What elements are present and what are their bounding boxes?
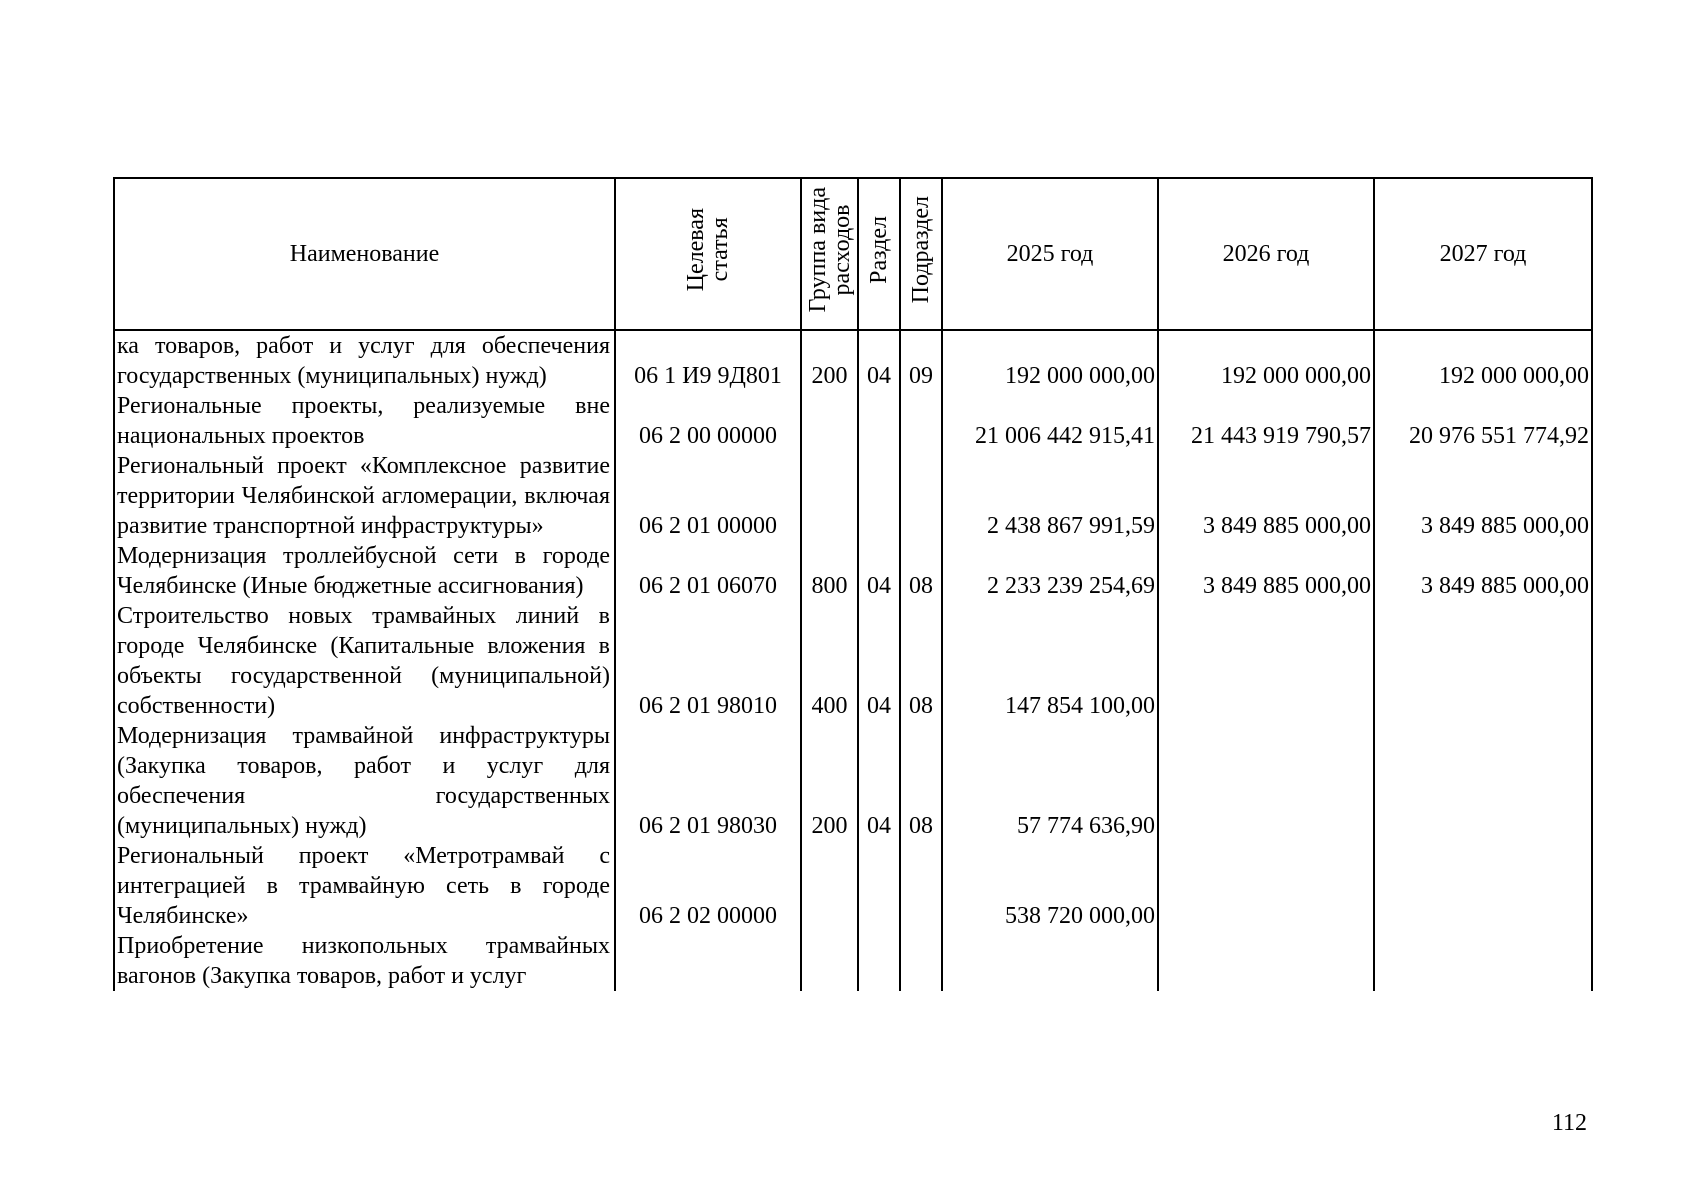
- header-2025: 2025 год: [942, 178, 1158, 330]
- cell-2025: 147 854 100,00: [942, 601, 1158, 721]
- cell-subsection: 08: [900, 541, 942, 601]
- cell-2027: [1374, 931, 1592, 991]
- page-number: 112: [1551, 1110, 1587, 1136]
- header-target: [615, 178, 801, 330]
- cell-subsection: [900, 931, 942, 991]
- header-group: [801, 178, 858, 330]
- table-row: [114, 391, 1592, 451]
- cell-section: 04: [858, 601, 900, 721]
- cell-subsection: [900, 451, 942, 541]
- table-row: [114, 601, 1592, 721]
- cell-target: 06 1 И9 9Д801: [615, 330, 801, 391]
- cell-group: 800: [801, 541, 858, 601]
- cell-2027: 20 976 551 774,92: [1374, 391, 1592, 451]
- cell-target: 06 2 01 98030: [615, 721, 801, 841]
- cell-group: 400: [801, 601, 858, 721]
- table-row: [114, 721, 1592, 841]
- header-subsection: [900, 178, 942, 330]
- header-group-label: Группа вида расходов: [804, 187, 855, 313]
- cell-2026: 3 849 885 000,00: [1158, 451, 1374, 541]
- cell-2027: [1374, 841, 1592, 931]
- cell-2025: 2 438 867 991,59: [942, 451, 1158, 541]
- cell-name: ка товаров, работ и услуг для обеспечения государственных (муниципальных) нужд): [114, 330, 615, 391]
- cell-subsection: 09: [900, 330, 942, 391]
- cell-name: Модернизация трамвайной инфраструктуры (Закупка товаров, работ и услуг для обеспечения государственных (муниципальных) нужд): [114, 721, 615, 841]
- cell-section: [858, 451, 900, 541]
- cell-section: [858, 391, 900, 451]
- cell-subsection: 08: [900, 601, 942, 721]
- header-name: Наименование: [114, 178, 615, 330]
- cell-2025: 21 006 442 915,41: [942, 391, 1158, 451]
- cell-target: 06 2 01 00000: [615, 451, 801, 541]
- cell-target: 06 2 01 06070: [615, 541, 801, 601]
- header-2027: 2027 год: [1374, 178, 1592, 330]
- cell-section: [858, 931, 900, 991]
- cell-subsection: [900, 841, 942, 931]
- header-subsection-label: Подраздел: [908, 196, 934, 304]
- cell-2026: 21 443 919 790,57: [1158, 391, 1374, 451]
- cell-group: [801, 391, 858, 451]
- cell-2025: 57 774 636,90: [942, 721, 1158, 841]
- cell-target: 06 2 00 00000: [615, 391, 801, 451]
- table-row: [114, 541, 1592, 601]
- header-target-label: Целевая статья: [683, 208, 733, 292]
- budget-table: [113, 177, 1593, 991]
- cell-name: Региональные проекты, реализуемые вне национальных проектов: [114, 391, 615, 451]
- cell-2027: 3 849 885 000,00: [1374, 451, 1592, 541]
- header-section-label: Раздел: [866, 216, 892, 284]
- cell-target: 06 2 02 00000: [615, 841, 801, 931]
- cell-2026: [1158, 931, 1374, 991]
- cell-target: 06 2 01 98010: [615, 601, 801, 721]
- cell-2027: 192 000 000,00: [1374, 330, 1592, 391]
- cell-group: [801, 451, 858, 541]
- header-row: [114, 178, 1592, 330]
- cell-target: [615, 931, 801, 991]
- cell-section: 04: [858, 721, 900, 841]
- cell-name: Строительство новых трамвайных линий в городе Челябинске (Капитальные вложения в объекты государственной (муниципальной) собственности): [114, 601, 615, 721]
- cell-2026: 3 849 885 000,00: [1158, 541, 1374, 601]
- cell-2026: [1158, 601, 1374, 721]
- table-row: [114, 841, 1592, 931]
- cell-2025: 192 000 000,00: [942, 330, 1158, 391]
- cell-2025: 538 720 000,00: [942, 841, 1158, 931]
- cell-section: [858, 841, 900, 931]
- cell-section: 04: [858, 541, 900, 601]
- cell-2027: [1374, 601, 1592, 721]
- cell-subsection: [900, 391, 942, 451]
- cell-2025: 2 233 239 254,69: [942, 541, 1158, 601]
- cell-2026: [1158, 721, 1374, 841]
- cell-group: 200: [801, 330, 858, 391]
- cell-2026: 192 000 000,00: [1158, 330, 1374, 391]
- cell-2027: [1374, 721, 1592, 841]
- cell-name: Приобретение низкопольных трамвайных вагонов (Закупка товаров, работ и услуг: [114, 931, 615, 991]
- cell-2025: [942, 931, 1158, 991]
- cell-group: 200: [801, 721, 858, 841]
- table-row: [114, 931, 1592, 991]
- cell-group: [801, 931, 858, 991]
- cell-subsection: 08: [900, 721, 942, 841]
- table-row: [114, 451, 1592, 541]
- cell-2027: 3 849 885 000,00: [1374, 541, 1592, 601]
- table-row: [114, 330, 1592, 391]
- cell-2026: [1158, 841, 1374, 931]
- cell-section: 04: [858, 330, 900, 391]
- cell-name: Модернизация троллейбусной сети в городе Челябинске (Иные бюджетные ассигнования): [114, 541, 615, 601]
- cell-name: Региональный проект «Комплексное развитие территории Челябинской агломерации, включая развитие транспортной инфраструктуры»: [114, 451, 615, 541]
- header-section: [858, 178, 900, 330]
- cell-group: [801, 841, 858, 931]
- header-2026: 2026 год: [1158, 178, 1374, 330]
- cell-name: Региональный проект «Метротрамвай с интеграцией в трамвайную сеть в городе Челябинске»: [114, 841, 615, 931]
